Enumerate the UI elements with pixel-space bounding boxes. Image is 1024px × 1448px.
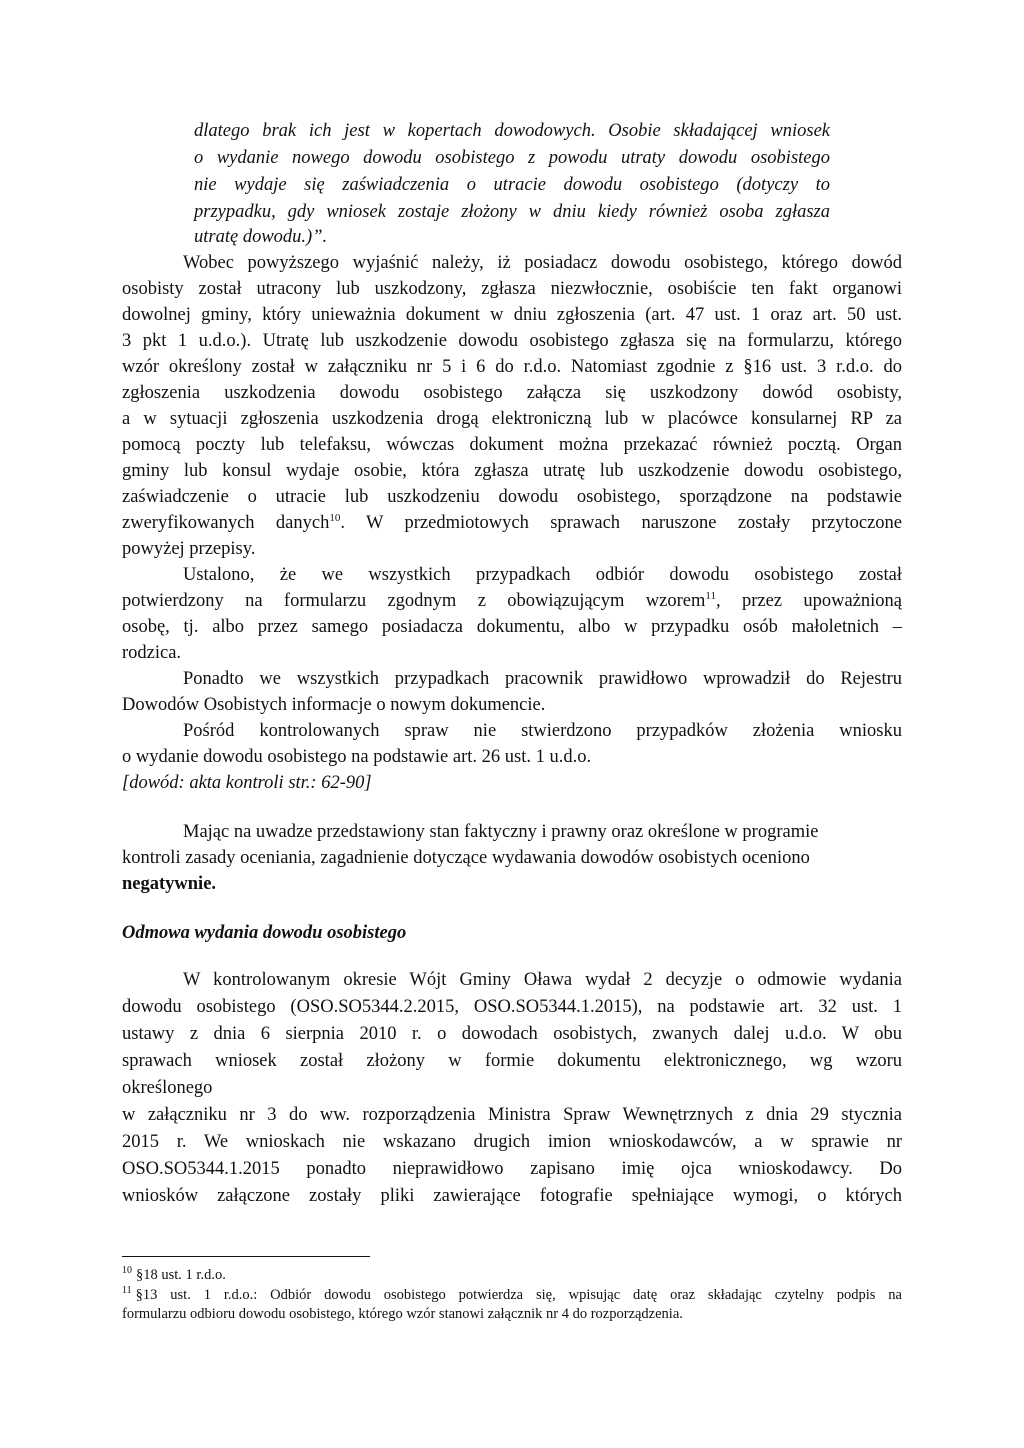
paragraph-line: zgłoszenia uszkodzenia dowodu osobistego załącza się uszkodzony dowód osobisty, [122, 383, 902, 403]
paragraph-line: osobisty został utracony lub uszkodzony, zgłasza niezwłocznie, osobiście ten fakt organowi [122, 279, 902, 299]
footnote-number: 10 [122, 1265, 132, 1277]
quote-line: nie wydaje się zaświadczenia o utracie dowodu osobistego (dotyczy to [194, 175, 830, 195]
footnote-text: §18 ust. 1 r.d.o. [136, 1267, 226, 1283]
text-run: zweryfikowanych danych [122, 513, 330, 533]
quote-line: o wydanie nowego dowodu osobistego z powodu utraty dowodu osobistego [194, 148, 830, 168]
paragraph-line: Ustalono, że we wszystkich przypadkach odbiór dowodu osobistego został [183, 565, 902, 585]
assessment-result: negatywnie. [122, 874, 217, 894]
footnote-text: §13 ust. 1 r.d.o.: Odbiór dowodu osobistego potwierdza się, wpisując datę oraz składając czytelny podpis na [135, 1287, 902, 1303]
paragraph-line [122, 588, 902, 614]
paragraph-line: dowolnej gminy, który unieważnia dokument w dniu zgłoszenia (art. 47 ust. 1 oraz art. 50 ust. [122, 305, 902, 325]
text-run: , przez upoważnioną [715, 591, 902, 611]
paragraph-line: pomocą poczty lub telefaksu, wówczas dokument można przekazać również pocztą. Organ [122, 435, 902, 455]
paragraph-line: W kontrolowanym okresie Wójt Gminy Oława wydał 2 decyzje o odmowie wydania [183, 970, 902, 990]
evidence-reference: [dowód: akta kontroli str.: 62-90] [122, 773, 372, 793]
paragraph-line: Mając na uwadze przedstawiony stan faktyczny i prawny oraz określone w programie [183, 822, 819, 842]
footnote-number: 11 [122, 1285, 132, 1297]
paragraph-line: sprawach wniosek został złożony w formie dokumentu elektronicznego, wg wzoru [122, 1051, 902, 1071]
paragraph-line: a w sytuacji zgłoszenia uszkodzenia drogą elektroniczną lub w placówce konsularnej RP za [122, 409, 902, 429]
quote-line: przypadku, gdy wniosek zostaje złożony w dniu kiedy również osoba zgłasza [194, 202, 830, 222]
paragraph-line: Ponadto we wszystkich przypadkach pracownik prawidłowo wprowadził do Rejestru [183, 669, 902, 689]
paragraph-line: gminy lub konsul wydaje osobie, która zgłasza utratę lub uszkodzenie dowodu osobistego, [122, 461, 902, 481]
paragraph-line: 3 pkt 1 u.d.o.). Utratę lub uszkodzenie dowodu osobistego zgłasza się na formularzu, którego [122, 331, 902, 351]
paragraph-line: rodzica. [122, 643, 182, 663]
paragraph-line: Wobec powyższego wyjaśnić należy, iż posiadacz dowodu osobistego, którego dowód [183, 253, 902, 273]
paragraph-line: określonego [122, 1078, 213, 1098]
footnote [122, 1266, 902, 1285]
section-heading: Odmowa wydania dowodu osobistego [122, 923, 407, 943]
paragraph-line: Pośród kontrolowanych spraw nie stwierdzono przypadków złożenia wniosku [183, 721, 902, 741]
footnote-separator [122, 1256, 370, 1257]
paragraph-line: o wydanie dowodu osobistego na podstawie art. 26 ust. 1 u.d.o. [122, 747, 592, 767]
quote-line: utratę dowodu.)”. [194, 227, 328, 247]
footnote-ref: 10 [329, 511, 341, 524]
paragraph-line: ustawy z dnia 6 sierpnia 2010 r. o dowodach osobistych, zwanych dalej u.d.o. W obu [122, 1024, 902, 1044]
text-run: potwierdzony na formularzu zgodnym z obowiązującym wzorem [122, 591, 706, 611]
paragraph-line: zaświadczenie o utracie lub uszkodzeniu dowodu osobistego, sporządzone na podstawie [122, 487, 902, 507]
paragraph-line: dowodu osobistego (OSO.SO5344.2.2015, OSO.SO5344.1.2015), na podstawie art. 32 ust. 1 [122, 997, 902, 1017]
footnote [122, 1286, 902, 1305]
quote-line: dlatego brak ich jest w kopertach dowodowych. Osobie składającej wniosek [194, 121, 830, 141]
paragraph-line: 2015 r. We wnioskach nie wskazano drugich imion wnioskodawców, a w sprawie nr [122, 1132, 902, 1152]
text-run: . W przedmiotowych sprawach naruszone zostały przytoczone [340, 513, 902, 533]
footnote-ref: 11 [705, 589, 716, 602]
paragraph-line: kontroli zasady oceniania, zagadnienie dotyczące wydawania dowodów osobistych oceniono [122, 848, 810, 868]
paragraph-line: w załączniku nr 3 do ww. rozporządzenia Ministra Spraw Wewnętrznych z dnia 29 stycznia [122, 1105, 902, 1125]
paragraph-line: OSO.SO5344.1.2015 ponadto nieprawidłowo zapisano imię ojca wnioskodawcy. Do [122, 1159, 902, 1179]
paragraph-line [122, 510, 902, 536]
paragraph-line: osobę, tj. albo przez samego posiadacza dokumentu, albo w przypadku osób małoletnich – [122, 617, 902, 637]
paragraph-line: powyżej przepisy. [122, 539, 256, 559]
footnote-continuation: formularzu odbioru dowodu osobistego, którego wzór stanowi załącznik nr 4 do rozporządzenia. [122, 1306, 683, 1322]
paragraph-line: wniosków załączone zostały pliki zawierające fotografie spełniające wymogi, o których [122, 1186, 902, 1206]
paragraph-line: wzór określony został w załączniku nr 5 i 6 do r.d.o. Natomiast zgodnie z §16 ust. 3 r.d.o. do [122, 357, 902, 377]
paragraph-line: Dowodów Osobistych informacje o nowym dokumencie. [122, 695, 546, 715]
